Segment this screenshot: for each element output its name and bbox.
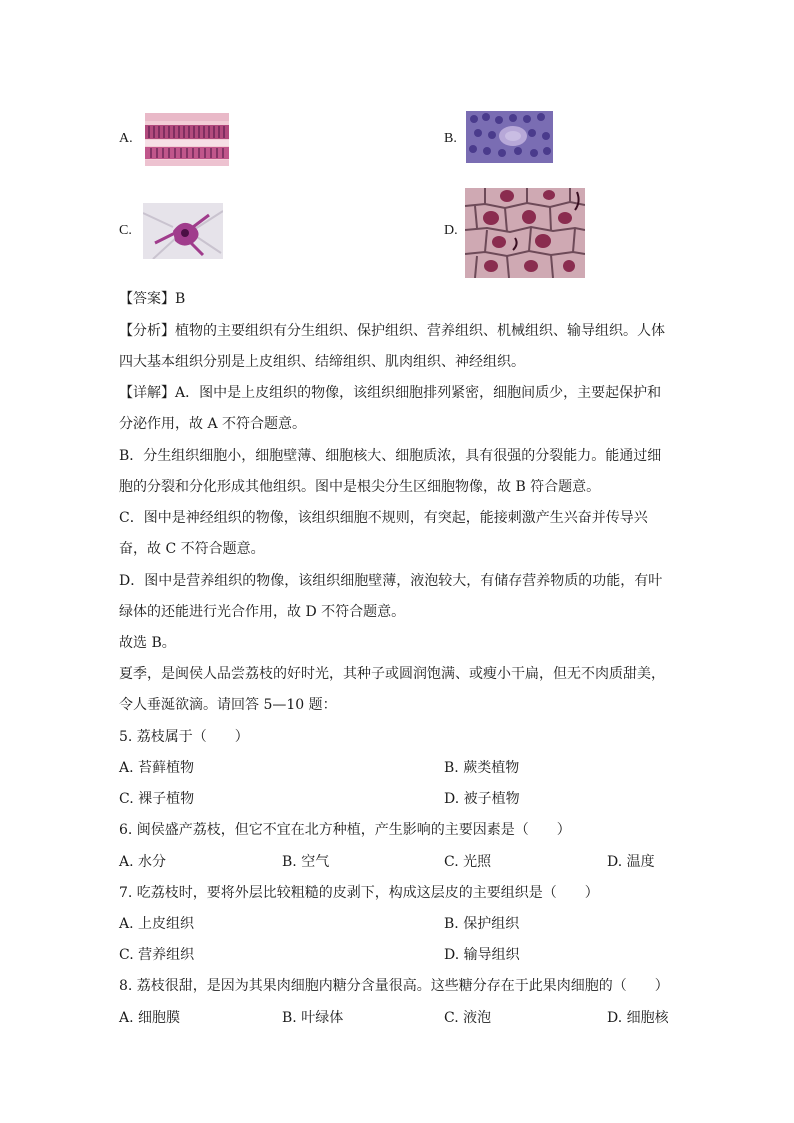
question-7-stem: 7. 吃荔枝时，要将外层比较粗糙的皮剥下，构成这层皮的主要组织是（ ） bbox=[119, 885, 599, 901]
question-5-stem: 5. 荔枝属于（ ） bbox=[119, 729, 249, 745]
question-8-option-c: C. 液泡 bbox=[444, 1010, 492, 1026]
conclusion-line: 故选 B。 bbox=[119, 635, 176, 651]
detail-line-1: 【详解】A．图中是上皮组织的物像，该组织细胞排列紧密，细胞间质少，主要起保护和 bbox=[119, 385, 662, 401]
answer-line: 【答案】B bbox=[119, 291, 186, 307]
nerve-tissue-image bbox=[143, 203, 223, 259]
detail-line-6: 奋，故 C 不符合题意。 bbox=[119, 541, 265, 557]
detail-line-7: D．图中是营养组织的物像，该组织细胞壁薄，液泡较大，有储存营养物质的功能，有叶 bbox=[119, 573, 663, 589]
option-d-label: D. bbox=[444, 223, 458, 238]
question-6-option-c: C. 光照 bbox=[444, 854, 492, 870]
option-a-label: A. bbox=[119, 131, 133, 146]
detail-line-8: 绿体的还能进行光合作用，故 D 不符合题意。 bbox=[119, 604, 406, 620]
detail-line-3: B．分生组织细胞小，细胞壁薄、细胞核大、细胞质浓，具有很强的分裂能力。能通过细 bbox=[119, 448, 662, 464]
question-8-option-b: B. 叶绿体 bbox=[282, 1010, 344, 1026]
question-5-option-c: C. 裸子植物 bbox=[119, 791, 195, 807]
question-7-option-b: B. 保护组织 bbox=[444, 916, 520, 932]
intro-line-1: 夏季，是闽侯人品尝荔枝的好时光，其种子或圆润饱满、或瘦小干扁，但无不肉质甜美， bbox=[119, 666, 665, 682]
question-7-option-d: D. 输导组织 bbox=[444, 947, 520, 963]
meristem-tissue-image bbox=[466, 111, 553, 163]
detail-line-5: C．图中是神经组织的物像，该组织细胞不规则，有突起，能接刺激产生兴奋并传导兴 bbox=[119, 510, 648, 526]
option-b-label: B. bbox=[444, 131, 457, 146]
detail-line-4: 胞的分裂和分化形成其他组织。图中是根尖分生区细胞物像，故 B 符合题意。 bbox=[119, 479, 601, 495]
question-8-option-d: D. 细胞核 bbox=[607, 1010, 669, 1026]
question-5-option-a: A. 苔藓植物 bbox=[119, 760, 195, 776]
analysis-line-1: 【分析】植物的主要组织有分生组织、保护组织、营养组织、机械组织、输导组织。人体 bbox=[119, 323, 665, 339]
question-6-option-a: A. 水分 bbox=[119, 854, 167, 870]
question-6-stem: 6. 闽侯盛产荔枝，但它不宜在北方种植，产生影响的主要因素是（ ） bbox=[119, 822, 571, 838]
option-c-label: C. bbox=[119, 223, 132, 238]
intro-line-2: 令人垂涎欲滴。请回答 5—10 题： bbox=[119, 697, 337, 713]
question-8-stem: 8. 荔枝很甜，是因为其果肉细胞内糖分含量很高。这些糖分存在于此果肉细胞的（ ） bbox=[119, 978, 669, 994]
question-5-option-b: B. 蕨类植物 bbox=[444, 760, 520, 776]
question-6-option-b: B. 空气 bbox=[282, 854, 330, 870]
parenchyma-tissue-image bbox=[465, 188, 585, 278]
question-6-option-d: D. 温度 bbox=[607, 854, 655, 870]
epithelial-tissue-image bbox=[145, 113, 229, 166]
detail-line-2: 分泌作用，故 A 不符合题意。 bbox=[119, 416, 307, 432]
analysis-line-2: 四大基本组织分别是上皮组织、结缔组织、肌肉组织、神经组织。 bbox=[119, 354, 525, 370]
question-8-option-a: A. 细胞膜 bbox=[119, 1010, 181, 1026]
question-7-option-a: A. 上皮组织 bbox=[119, 916, 195, 932]
question-7-option-c: C. 营养组织 bbox=[119, 947, 195, 963]
question-5-option-d: D. 被子植物 bbox=[444, 791, 520, 807]
